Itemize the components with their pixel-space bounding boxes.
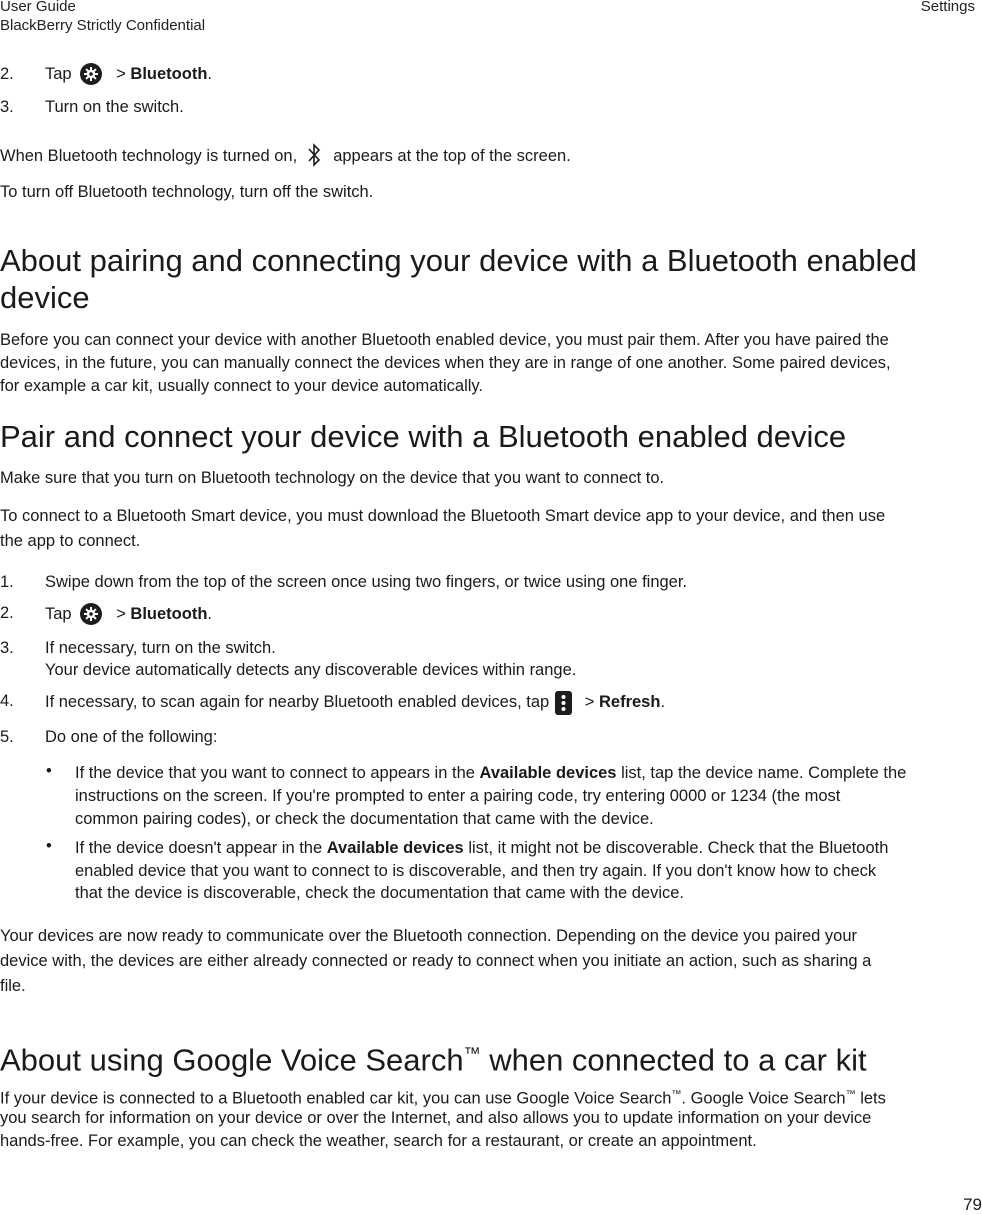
para-bluetooth-off: To turn off Bluetooth technology, turn off the switch. <box>0 183 374 201</box>
header-confidential: BlackBerry Strictly Confidential <box>0 17 206 34</box>
body-line: To connect to a Bluetooth Smart device, you must download the Bluetooth Smart device app to your device, and then use <box>0 507 886 525</box>
step-turn-on-switch: Turn on the switch. <box>45 98 184 116</box>
section-title: About pairing and connecting your device with a Bluetooth enabled <box>0 243 917 278</box>
step-number: 2. <box>0 65 14 83</box>
bullet-line: enabled device that you want to connect to is discoverable, and then try again. If you don't know how to check <box>75 862 877 880</box>
bullet-marker: • <box>46 762 52 780</box>
section-title: Pair and connect your device with a Bluetooth enabled device <box>0 419 847 454</box>
body-line: for example a car kit, usually connect to your device automatically. <box>0 377 484 395</box>
bullet-line: If the device that you want to connect to appears in the Available devices list, tap the device name. Complete the <box>75 764 907 782</box>
bullet-line: common pairing codes), or check the documentation that came with the device. <box>75 810 654 828</box>
body-line: devices, in the future, you can manually connect the devices when they are in range of one another. Some paired devices, <box>0 354 891 372</box>
section-title: About using Google Voice Search™ when connected to a car kit <box>0 1042 867 1078</box>
bullet-line: that the device is discoverable, check the documentation that came with the device. <box>75 884 685 902</box>
body-line: Before you can connect your device with another Bluetooth enabled device, you must pair them. After you have paired the <box>0 331 889 349</box>
body-line: device with, the devices are either already connected or ready to connect when you initiate an action, such as sharing a <box>0 952 872 970</box>
step-swipe-down: Swipe down from the top of the screen once using two fingers, or twice using one finger. <box>45 573 688 591</box>
body-line: If your device is connected to a Bluetooth enabled car kit, you can use Google Voice Search™. Google Voice Search™ lets <box>0 1089 886 1108</box>
step-tap-bluetooth: Tap > Bluetooth. <box>45 605 212 623</box>
step-number: 4. <box>0 692 14 710</box>
step-tap-bluetooth: Tap > Bluetooth. <box>45 65 212 83</box>
step-number: 1. <box>0 573 14 591</box>
body-line: Make sure that you turn on Bluetooth technology on the device that you want to connect to. <box>0 469 665 487</box>
step-refresh: If necessary, to scan again for nearby Bluetooth enabled devices, tap > Refresh. <box>45 691 665 715</box>
bullet-line: instructions on the screen. If you're prompted to enter a pairing code, try entering 0000 or 1234 (the most <box>75 787 841 805</box>
body-line: you search for information on your device or over the Internet, and also allows you to update information on your device <box>0 1109 872 1127</box>
gear-icon <box>80 603 102 625</box>
step-number: 5. <box>0 728 14 746</box>
step-number: 2. <box>0 604 14 622</box>
header-guide-title: User Guide <box>0 0 76 15</box>
bluetooth-icon <box>307 143 321 174</box>
body-line: hands-free. For example, you can check the weather, search for a restaurant, or create an appointment. <box>0 1132 757 1150</box>
step-turn-on-switch: If necessary, turn on the switch. <box>45 639 276 657</box>
gear-icon <box>80 63 102 85</box>
body-line: Your devices are now ready to communicate over the Bluetooth connection. Depending on the device you paired your <box>0 927 858 945</box>
header-section: Settings <box>920 0 975 15</box>
more-vertical-icon <box>555 691 572 715</box>
step-number: 3. <box>0 98 14 116</box>
para-bluetooth-on: When Bluetooth technology is turned on, appears at the top of the screen. <box>0 143 571 174</box>
page-number: 79 <box>963 1195 982 1214</box>
bullet-line: If the device doesn't appear in the Available devices list, it might not be discoverable. Check that the Bluetooth <box>75 839 889 857</box>
step-number: 3. <box>0 639 14 657</box>
body-line: file. <box>0 977 26 995</box>
section-title: device <box>0 280 90 315</box>
step-result: Your device automatically detects any discoverable devices within range. <box>45 661 577 679</box>
body-line: the app to connect. <box>0 532 141 550</box>
bullet-marker: • <box>46 837 52 855</box>
step-do-one: Do one of the following: <box>45 728 218 746</box>
